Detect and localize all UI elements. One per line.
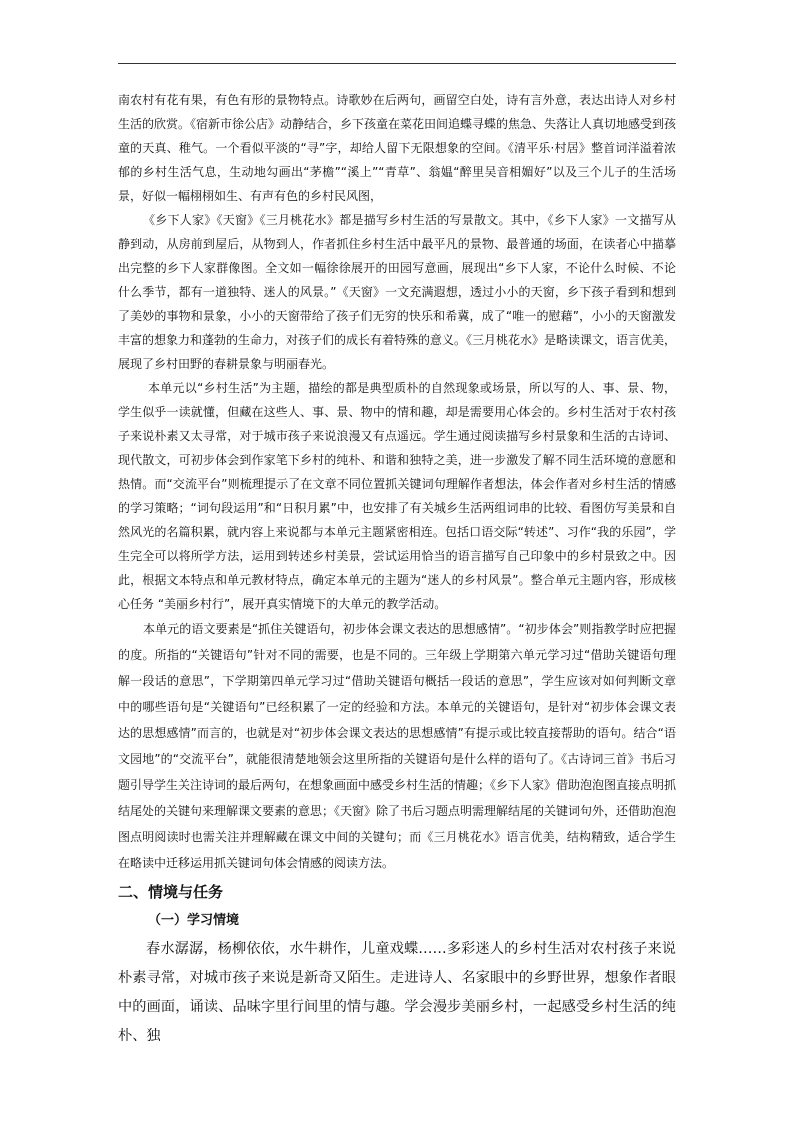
subsection-heading: （一）学习情境 [148,913,240,928]
document-body [118,88,676,1051]
paragraph-poems: 南农村有花有果，有色有形的景物特点。诗歌妙在后两句，画留空白处，诗有言外意，表达出诗人对乡村生活的欣赏。《宿新市徐公店》动静结合，乡下孩童在菜花田间追蝶寻蝶的焦急、失落让人真切地感受到孩童的天真、稚气。一个看似平淡的“寻”字，却给人留下无限想象的空间。《清平乐·村居》整首词洋溢着浓郁的乡村生活气息，生动地勾画出“茅檐”“溪上”“青草”、翁媪“醉里吴音相媚好”以及三个儿子的生活场景，好似一幅栩栩如生、有声有色的乡村民风图， [118,93,677,203]
section-heading: 二、情境与任务 [118,883,224,901]
header-rule [118,63,676,64]
paragraph-language-elements: 本单元的语文要素是“抓住关键语句，初步体会课文表达的思想感情”。“初步体会”则指教学时应把握的度。所指的“关键语句”针对不同的需要，也是不同的。三年级上学期第六单元学习过“借助关键语句理解一段话的意思”，下学期第四单元学习过“借助关键语句概括一段话的意思”，学生应该对如何判断文章中的哪些语句是“关键语句”已经积累了一定的经验和方法。本单元的关键语句，是针对“初步体会课文表达的思想感情”而言的，也就是对“初步体会课文表达的思想感情”有提示或比较直接帮助的语句。结合“语文园地”的“交流平台”，就能很清楚地领会这里所指的关键语句是什么样的语句了。《古诗词三首》书后习题引导学生关注诗词的最后两句，在想象画面中感受乡村生活的情趣；《乡下人家》借助泡泡图直接点明抓结尾处的关键句来理解课文要素的意思；《天窗》除了书后习题点明需理解结尾的关键词句外，还借助泡泡图点明阅读时也需关注并理解藏在课文中间的关键句；而《三月桃花水》语言优美，结构精致，适合学生在略读中迁移运用抓关键词句体会情感的阅读方法。 [118,622,677,870]
paragraph-unit-theme: 本单元以“乡村生活”为主题，描绘的都是典型质朴的自然现象或场景，所以写的人、事、景、物，学生似乎一读就懂，但藏在这些人、事、景、物中的情和趣，却是需要用心体会的。乡村生活对于农村孩子来说朴素又太寻常，对于城市孩子来说浪漫又有点遥远。学生通过阅读描写乡村景象和生活的古诗词、现代散文，可初步体会到作家笔下乡村的纯朴、和谐和独特之美，进一步激发了解不同生活环境的意愿和热情。而“交流平台”则梳理提示了在文章不同位置抓关键词句理解作者想法，体会作者对乡村生活的情感的学习策略；“词句段运用”和“日积月累”中，也安排了有关城乡生活两组词串的比较、看图仿写美景和自然风光的名篇积累，就内容上来说都与本单元主题紧密相连。包括口语交际“转述”、习作“我的乐园”，学生完全可以将所学方法，运用到转述乡村美景，尝试运用恰当的语言描写自己印象中的乡村景致之中。因此，根据文本特点和单元教材特点，确定本单元的主题为“迷人的乡村风景”。整合单元主题内容，形成核心任务 “美丽乡村行”，展开真实情境下的大单元的教学活动。 [118,381,676,611]
paragraph-essays: 《乡下人家》《天窗》《三月桃花水》都是描写乡村生活的写景散文。其中，《乡下人家》一文描写从静到动，从房前到屋后，从物到人，作者抓住乡村生活中最平凡的景物、最普通的场面，在读者心中描摹出完整的乡下人家群像图。全文如一幅徐徐展开的田园写意画，展现出“乡下人家，不论什么时候、不论什么季节，都有一道独特、迷人的风景。”《天窗》一文充满遐想，透过小小的天窗，乡下孩子看到和想到了美妙的事物和景象，小小的天窗带给了孩子们无穷的快乐和希冀，成了“唯一的慰藉”，小小的天窗激发丰富的想象力和蓬勃的生命力，对孩子们的成长有着特殊的意义。《三月桃花水》是略读课文，语言优美，展现了乡村田野的春耕景象与明丽春光。 [118,213,677,371]
paragraph-learning-context: 春水潺潺，杨柳依依，水牛耕作，儿童戏蝶……多彩迷人的乡村生活对农村孩子来说朴素寻常，对城市孩子来说是新奇又陌生。走进诗人、名家眼中的乡野世界，想象作者眼中的画面，诵读、品味字里行间里的情与趣。学会漫步美丽乡村，一起感受乡村生活的纯朴、独 [118,941,676,1044]
